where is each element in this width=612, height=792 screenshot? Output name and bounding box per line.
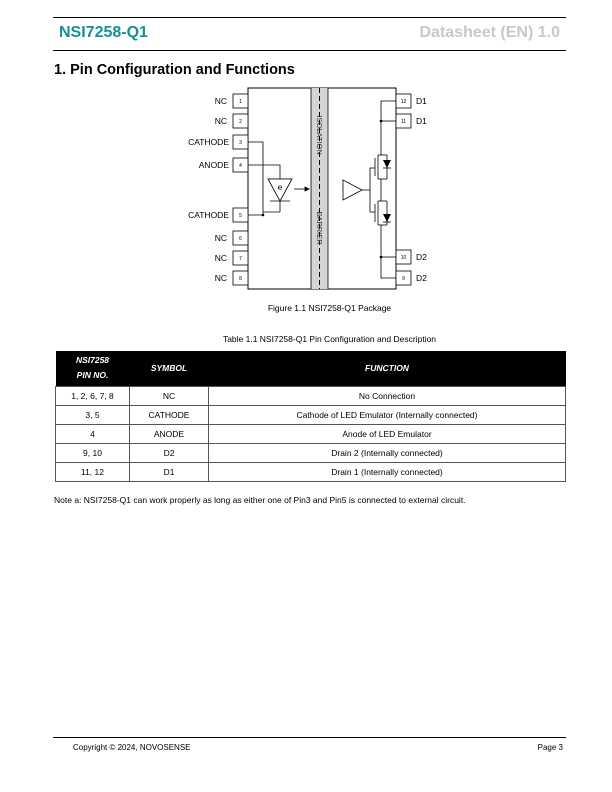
left-pin-6-label: NC xyxy=(214,233,227,243)
left-pin-8-num: 8 xyxy=(239,276,242,282)
left-pin-7-label: NC xyxy=(214,253,227,263)
right-pin-12-num: 12 xyxy=(400,99,407,105)
table-row xyxy=(56,443,566,462)
left-pin-1-num: 1 xyxy=(239,99,242,105)
right-pin-9 xyxy=(396,271,427,285)
left-pin-4-label: ANODE xyxy=(198,160,229,170)
left-pin-2 xyxy=(215,114,248,128)
doc-code: NSI7258-Q1 xyxy=(59,24,148,41)
table-row xyxy=(56,424,566,443)
cell-symbol: CATHODE xyxy=(130,405,209,424)
left-pin-4 xyxy=(199,158,248,172)
header-rule-top xyxy=(53,17,566,18)
left-pin-3-num: 3 xyxy=(239,140,242,146)
table-row xyxy=(56,405,566,424)
left-pin-2-num: 2 xyxy=(239,119,242,125)
left-pin-3 xyxy=(188,135,248,149)
node-cathode xyxy=(262,214,265,217)
barrier-label-bottom: BARRIER xyxy=(315,211,324,245)
section-title: 1. Pin Configuration and Functions xyxy=(54,62,295,78)
node-d2 xyxy=(380,256,383,259)
right-pin-12 xyxy=(396,94,427,108)
figure-caption: Figure 1.1 NSI7258-Q1 Package xyxy=(267,303,392,313)
cell-pin: 4 xyxy=(56,424,130,443)
barrier-label-top: ISOLATION xyxy=(315,115,324,155)
right-pin-10-num: 10 xyxy=(400,255,407,261)
right-pin-11-label: D1 xyxy=(416,116,427,126)
cell-pin: 1, 2, 6, 7, 8 xyxy=(56,386,130,405)
doc-type: Datasheet (EN) 1.0 xyxy=(419,24,560,41)
header-function: FUNCTION xyxy=(209,351,566,386)
cell-pin: 3, 5 xyxy=(56,405,130,424)
cell-function: No Connection xyxy=(209,386,566,405)
table-caption: Table 1.1 NSI7258-Q1 Pin Configuration and Description xyxy=(222,334,437,344)
footer-rule xyxy=(53,737,566,738)
cell-pin: 11, 12 xyxy=(56,462,130,481)
table-row xyxy=(56,386,566,405)
cell-pin: 9, 10 xyxy=(56,443,130,462)
left-pin-1 xyxy=(215,94,248,108)
left-pin-4-num: 4 xyxy=(239,163,242,169)
footer-page-number: Page 3 xyxy=(537,743,563,752)
left-pin-8-label: NC xyxy=(214,273,227,283)
header-rule-bottom xyxy=(53,50,566,51)
right-pin-12-label: D1 xyxy=(416,96,427,106)
right-pin-9-label: D2 xyxy=(416,273,427,283)
left-pin-7 xyxy=(215,251,248,265)
right-pin-11-num: 11 xyxy=(400,119,407,125)
left-pin-3-label: CATHODE xyxy=(188,137,229,147)
table-row xyxy=(56,462,566,481)
left-pin-1-label: NC xyxy=(214,96,227,106)
cell-function: Drain 2 (Internally connected) xyxy=(209,443,566,462)
pin-table xyxy=(55,351,566,482)
right-pin-10-label: D2 xyxy=(416,252,427,262)
left-pin-5-label: CATHODE xyxy=(188,210,229,220)
header-pin-no: NSI7258 PIN NO. xyxy=(56,351,130,386)
cell-symbol: NC xyxy=(130,386,209,405)
left-pin-5-num: 5 xyxy=(239,213,242,219)
emulator-label: e xyxy=(277,182,283,192)
left-pin-7-num: 7 xyxy=(239,256,242,262)
left-pin-6-num: 6 xyxy=(239,236,242,242)
left-pin-6 xyxy=(215,231,248,245)
right-pin-9-num: 9 xyxy=(402,276,405,282)
table-note: Note a: NSI7258-Q1 can work properly as long as either one of Pin3 and Pin5 is connected to external circuit. xyxy=(54,495,466,505)
left-pin-8 xyxy=(215,271,248,285)
cell-symbol: D2 xyxy=(130,443,209,462)
footer-copyright: Copyright © 2024, NOVOSENSE xyxy=(73,743,191,752)
right-pin-10 xyxy=(396,250,427,264)
left-pin-5 xyxy=(188,208,248,222)
pin-diagram xyxy=(0,80,612,300)
table-header-row xyxy=(56,351,566,386)
node-d1 xyxy=(380,120,383,123)
cell-function: Anode of LED Emulator xyxy=(209,424,566,443)
cell-function: Cathode of LED Emulator (Internally connected) xyxy=(209,405,566,424)
cell-symbol: D1 xyxy=(130,462,209,481)
left-pin-2-label: NC xyxy=(214,116,227,126)
header-symbol: SYMBOL xyxy=(130,351,209,386)
cell-function: Drain 1 (Internally connected) xyxy=(209,462,566,481)
right-pin-11 xyxy=(396,114,427,128)
cell-symbol: ANODE xyxy=(130,424,209,443)
